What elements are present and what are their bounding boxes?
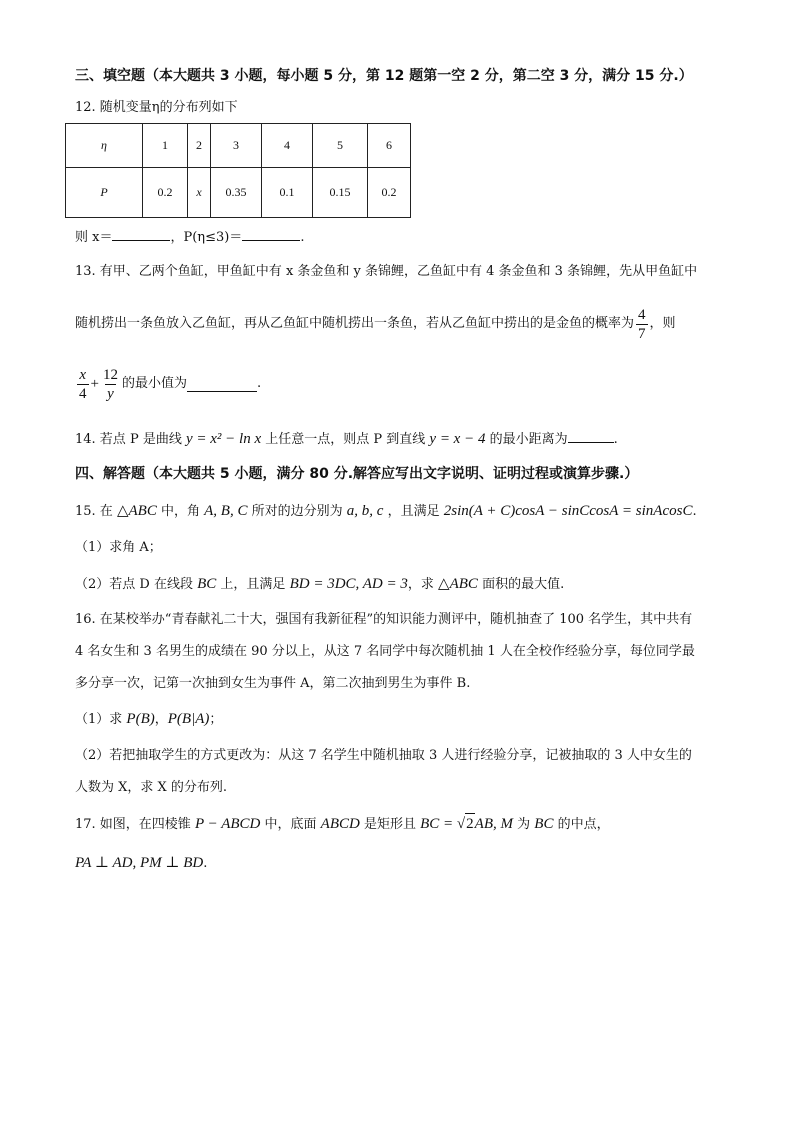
table-cell: η	[66, 124, 143, 168]
q17-pyramid: P − ABCD	[194, 816, 261, 832]
section-title-solutions: 四、解答题（本大题共 5 小题，满分 80 分.解答应写出文字说明、证明过程或演算步骤.）	[75, 466, 639, 482]
fraction-numerator: 4	[638, 306, 646, 323]
sqrt-sign: √	[456, 816, 466, 832]
q13-fraction-12-over-y	[101, 366, 120, 403]
q13-line2-text: 随机捞出一条鱼放入乙鱼缸，再从乙鱼缸中随机捞出一条鱼，若从乙鱼缸中捞出的是金鱼的概率为	[75, 316, 635, 331]
distribution-table	[65, 123, 411, 218]
fraction-denominator: 4	[79, 385, 87, 402]
q15-angles: A, B, C	[204, 503, 248, 519]
table-cell: x	[188, 168, 211, 218]
table-cell: 0.15	[313, 168, 368, 218]
q15-text: ，求	[407, 577, 434, 592]
q17-condition-rest: AB, M	[474, 816, 513, 832]
q12-answer-x-label: 则 x＝	[75, 230, 113, 245]
q14-prefix: 14. 若点 P 是曲线	[75, 432, 182, 447]
q13-line2	[75, 302, 676, 346]
q17-line2	[75, 853, 207, 874]
q15-text: 上，且满足	[220, 577, 286, 592]
q17-text: 的中点，	[557, 817, 610, 832]
table-cell: 0.35	[211, 168, 262, 218]
q15-part2	[75, 574, 564, 595]
q12-answer-blank-1	[112, 226, 170, 241]
q15-equation: 2sin(A + C)cosA − sinCcosA = sinAcosC	[443, 503, 693, 519]
q16-part2-line2: 人数为 X，求 X 的分布列.	[75, 780, 228, 795]
fraction-numerator: 12	[102, 366, 118, 383]
q12-answer-p-label: ，P(η≤3)＝	[170, 230, 243, 245]
q15-segment: BC	[197, 576, 217, 592]
q12-period: .	[300, 230, 305, 245]
q13-prob-fraction	[636, 306, 648, 343]
q17-segment: BC	[534, 816, 554, 832]
table-cell: P	[66, 168, 143, 218]
q13-fraction-x-over-4	[77, 366, 89, 403]
table-row	[66, 168, 411, 218]
fraction-numerator: x	[79, 366, 87, 383]
table-row	[66, 124, 411, 168]
fraction-denominator: y	[107, 385, 114, 402]
q15-text: 所对的边分别为	[251, 504, 343, 519]
q17-perpendicular-conditions: PA ⊥ AD, PM ⊥ BD	[75, 855, 204, 871]
q17-text: 中，底面	[264, 817, 317, 832]
fraction-denominator: 7	[638, 325, 646, 342]
q15-period: .	[692, 504, 697, 519]
section-title-fill-blank: 三、填空题（本大题共 3 小题，每小题 5 分，第 12 题第一空 2 分，第二空 3 分，满分 15 分.）	[75, 68, 693, 84]
q17-text: 是矩形且	[363, 817, 416, 832]
q16-line2: 4 名女生和 3 名男生的成绩在 90 分以上，从这 7 名同学中每次随机抽 1 人在全校作经验分享，每位同学最	[75, 644, 695, 659]
table-cell: 6	[368, 124, 411, 168]
q16-text: （1）求	[75, 712, 123, 727]
q16-part2-line1: （2）若把抽取学生的方式更改为：从这 7 名学生中随机抽取 3 人进行经验分享，记被抽取的 3 人中女生的	[75, 748, 692, 763]
q12-intro: 12. 随机变量η的分布列如下	[75, 100, 238, 115]
q14-suffix: 的最小距离为	[489, 432, 568, 447]
q15-part1: （1）求角 A；	[75, 540, 162, 555]
q15-text: （2）若点 D 在线段	[75, 577, 193, 592]
table-cell: 4	[262, 124, 313, 168]
q16-part1	[75, 709, 222, 730]
q16-text: ；	[209, 712, 223, 727]
q14-mid: 上任意一点，则点 P 到直线	[265, 432, 426, 447]
q15-triangle: △ABC	[438, 576, 478, 592]
q13-line1: 13. 有甲、乙两个鱼缸，甲鱼缸中有 x 条金鱼和 y 条锦鲤，乙鱼缸中有 4 条金鱼和 3 条锦鲤，先从甲鱼缸中	[75, 264, 698, 279]
q15-text: ，且满足	[387, 504, 440, 519]
q15-text: 15. 在	[75, 504, 113, 519]
q13-period: .	[256, 376, 262, 391]
q17-text: 为	[517, 817, 531, 832]
table-cell: 2	[188, 124, 211, 168]
table-cell: 1	[143, 124, 188, 168]
q14-period: .	[613, 432, 618, 447]
table-cell: 0.1	[262, 168, 313, 218]
q15-text: 面积的最大值.	[482, 577, 565, 592]
q16-line1: 16. 在某校举办“青春献礼二十大，强国有我新征程”的知识能力测评中，随机抽查了 100 名学生，其中共有	[75, 612, 693, 627]
q17-line1	[75, 813, 610, 835]
q14-line	[75, 428, 618, 450]
q14-curve-equation: y = x² − ln x	[185, 431, 262, 447]
table-cell: 0.2	[368, 168, 411, 218]
q15-condition: BD = 3DC, AD = 3	[289, 576, 408, 592]
table-cell: 0.2	[143, 168, 188, 218]
q13-answer-blank	[187, 377, 257, 392]
table-cell: 5	[313, 124, 368, 168]
q17-base: ABCD	[320, 816, 360, 832]
q13-line3	[75, 362, 261, 406]
q15-text: 中，角	[160, 504, 200, 519]
q15-triangle: △ABC	[116, 503, 157, 519]
q16-line3: 多分享一次，记第一次抽到女生为事件 A，第二次抽到男生为事件 B.	[75, 676, 471, 691]
q17-condition: BC =	[420, 816, 457, 832]
q14-answer-blank	[568, 428, 614, 443]
q14-line-equation: y = x − 4	[429, 431, 486, 447]
q16-text: ，	[154, 712, 168, 727]
table-cell: 3	[211, 124, 262, 168]
q15-sides: a, b, c	[346, 503, 384, 519]
q16-prob-b: P(B)	[126, 711, 155, 727]
q13-line3-text: 的最小值为	[121, 376, 187, 391]
q16-prob-b-given-a: P(B|A)	[167, 711, 210, 727]
plus-sign: +	[90, 376, 99, 392]
sqrt-radicand: 2	[465, 813, 475, 834]
q12-answer-line	[75, 226, 304, 248]
q13-line2-end: ，则	[649, 316, 676, 331]
q17-period: .	[203, 856, 208, 871]
q17-text: 17. 如图，在四棱锥	[75, 817, 191, 832]
q12-answer-blank-2	[242, 226, 300, 241]
q15-line1	[75, 501, 697, 522]
